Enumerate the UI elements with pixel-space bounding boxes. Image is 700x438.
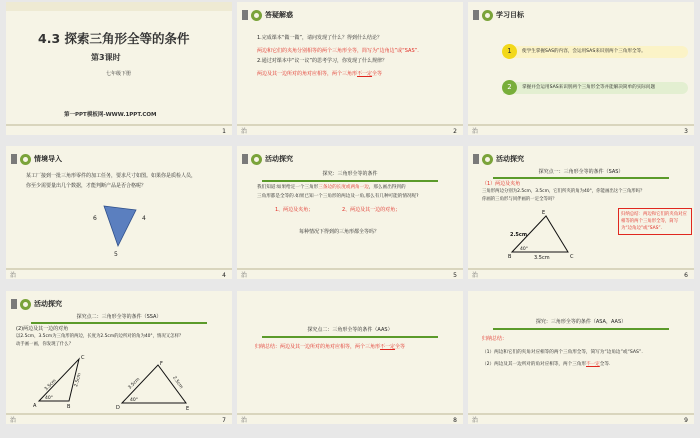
case-heading: (2)两边及其一边的对角: [16, 326, 69, 332]
vertex-d: D: [116, 405, 120, 411]
slide-9[interactable]: [468, 291, 694, 424]
summary-emphasis: 不一定: [586, 362, 600, 367]
heading-badge-icon: [482, 154, 493, 165]
green-divider: [493, 177, 669, 179]
vertex-e: E: [186, 406, 190, 411]
logo-mark: 治: [241, 417, 248, 424]
heading-badge-icon: [251, 10, 262, 21]
task-line-1: 以2.5cm，3.5cm为三角形的两边，长度为2.5cm的边所对的角为40°，情况又怎样？: [16, 334, 184, 339]
slide-number: 9: [684, 417, 688, 424]
question-2: 2.通过对课本中“议一议”的思考学习，你发现了什么规律？: [257, 58, 387, 64]
case-1: 1、两边及夹角；: [275, 207, 314, 213]
bottom-stripe: [237, 268, 463, 270]
slide-heading: 学习目标: [473, 7, 524, 23]
slide-2[interactable]: [237, 2, 463, 135]
blue-triangle: [104, 206, 136, 246]
bottom-stripe: [6, 413, 232, 415]
slide-3[interactable]: [468, 2, 694, 135]
side-label-4: 4: [142, 215, 146, 222]
section-title: 探究点二：三角形全等的条件（SSA）: [76, 314, 162, 320]
slide-number: 6: [684, 272, 688, 279]
angle-40: 40°: [520, 247, 528, 252]
triangle-figure: [76, 198, 176, 258]
heading-badge-icon: [20, 299, 31, 310]
slide-number: 2: [453, 128, 457, 135]
green-divider: [493, 328, 669, 330]
section-title: 探究：三角形全等的条件: [322, 171, 378, 177]
logo-mark: 治: [10, 272, 17, 279]
side-2-5cm: 2.5cm: [510, 232, 528, 238]
slide-7[interactable]: [6, 291, 232, 424]
slide-number: 7: [222, 417, 226, 424]
bottom-stripe: [468, 268, 694, 270]
case-2: 2、两边及其一边的对角；: [342, 207, 401, 213]
vertex-c: C: [81, 355, 85, 361]
vertex-c: C: [570, 254, 574, 260]
section-title: 探究：三角形全等的条件（ASA，AAS）: [535, 319, 627, 325]
logo-mark: 治: [472, 417, 479, 424]
logo-mark: 治: [241, 128, 248, 135]
goal-1-badge: 1: [502, 44, 517, 59]
grade-label: 七年级下册: [106, 71, 132, 77]
bottom-stripe: [468, 413, 694, 415]
question-line: 每种情况下得到的三角形都全等吗？: [299, 229, 380, 235]
bottom-stripe: [237, 413, 463, 415]
vertex-b: B: [508, 254, 512, 260]
side-3-5cm: 3.5cm: [534, 255, 550, 261]
ssa-triangle-1: [31, 353, 101, 409]
slide-heading: 情境导入: [11, 151, 62, 167]
section-title: 探究点一：三角形全等的条件（SAS）: [538, 169, 624, 175]
vertex-e: E: [542, 210, 546, 216]
slide-1[interactable]: [6, 2, 232, 135]
heading-tag-icon: [11, 299, 17, 309]
goal-2-text: 掌握并会运用SAS来识别两个三角形全等并能解决简单的实际问题: [522, 85, 656, 90]
angle-40: 40°: [130, 398, 138, 403]
bottom-stripe: [6, 268, 232, 270]
summary-heading: 归纳总结：: [482, 336, 508, 342]
bottom-stripe: [237, 124, 463, 126]
vertex-f: F: [160, 361, 163, 367]
slide-heading: 答疑解惑: [242, 7, 293, 23]
slide-8[interactable]: [237, 291, 463, 424]
footer-text: 第一PPT模板网-WWW.1PPT.COM: [64, 112, 157, 118]
question-1: 1.完成课本“做一做”，请问发现了什么？得到什么结论？: [257, 35, 382, 41]
answer-2: 两边及其一边所对的角对应相等，两个三角形不一定全等: [257, 71, 383, 77]
logo-mark: 治: [10, 417, 17, 424]
triangle-abc: [39, 359, 79, 401]
slide-title: 4.3 探索三角形全等的条件: [38, 31, 190, 46]
green-divider: [262, 336, 438, 338]
logo-mark: 治: [472, 128, 479, 135]
scenario-line-1: 某工厂接到一批三角形零件的加工任务，要求尺寸如图。如果你是质检人员，: [26, 173, 197, 179]
heading-badge-icon: [20, 154, 31, 165]
vertex-b: B: [67, 404, 71, 409]
green-divider: [31, 322, 207, 324]
case-heading: （1）两边及夹角: [482, 181, 521, 187]
summary-item-1: （1）两边和它们的夹角对应相等的两个三角形全等，简写为“边角边”或“SAS”.: [482, 350, 643, 355]
slide-number: 1: [222, 128, 226, 135]
slide-6[interactable]: [468, 146, 694, 279]
scenario-line-2: 你至少需要量出几个数据，才能判断产品是否合格呢？: [26, 183, 147, 189]
intro-line-2: 三角形都是全等的.如果已知一个三角形的两边及一角,那么有几种可能的情况呢?: [257, 194, 419, 199]
slide-heading: 活动探究: [11, 296, 62, 312]
side-label-5: 5: [114, 251, 118, 258]
slide-number: 4: [222, 272, 226, 279]
slide-number: 5: [453, 272, 457, 279]
answer-1: 两边和它们的夹角分别相等的两个三角形全等，简写为“边角边”或“SAS”.: [257, 48, 419, 54]
side-2-5cm: 2.5cm: [171, 375, 184, 390]
heading-tag-icon: [242, 10, 248, 20]
task-line-2: 你画的三角形与同伴画的一定全等吗？: [482, 197, 557, 202]
vertex-a: A: [33, 403, 37, 409]
logo-mark: 治: [472, 272, 479, 279]
section-title: 探究点二：三角形全等的条件（AAS）: [307, 327, 393, 333]
side-3-5cm: 3.5cm: [44, 378, 58, 393]
slide-4[interactable]: [6, 146, 232, 279]
summary-item-2: （2）两边及其一边所对的角对应相等，两个三角形不一定全等.: [482, 362, 611, 367]
summary-emphasis: 不一定: [380, 344, 396, 350]
side-3-5cm: 3.5cm: [127, 377, 142, 391]
angle-40: 40°: [45, 396, 53, 401]
answer-2-emphasis: 不一定: [357, 71, 373, 77]
heading-badge-icon: [251, 154, 262, 165]
slide-heading: 活动探究: [473, 151, 524, 167]
summary-box: 归纳总结：两边和它们的夹角对应相等的两个三角形全等，简写为“边角边”或“SAS”.: [618, 208, 692, 235]
heading-badge-icon: [482, 10, 493, 21]
slide-5[interactable]: [237, 146, 463, 279]
slide-number: 3: [684, 128, 688, 135]
heading-tag-icon: [473, 154, 479, 164]
bottom-stripe: [6, 124, 232, 126]
goal-1-text: 使学生掌握SAS的内容，会运用SAS来识别两个三角形全等。: [522, 49, 646, 54]
summary-line: 归纳总结：两边及其一边所对的角对应相等，两个三角形不一定全等: [255, 344, 406, 350]
task-line-2: 动手画一画，你发现了什么？: [16, 342, 74, 347]
green-divider: [262, 180, 438, 182]
top-band: [6, 2, 232, 11]
bottom-stripe: [468, 124, 694, 126]
heading-tag-icon: [473, 10, 479, 20]
side-2-5cm: 2.5cm: [74, 372, 83, 388]
intro-line-1: 我们知道:如果给定一个三角形三条边的长度或两角一边，那么画出得到的: [257, 185, 406, 190]
heading-tag-icon: [242, 154, 248, 164]
slide-heading: 活动探究: [242, 151, 293, 167]
intro-emphasis: 三条边的长度或两角一边: [318, 185, 369, 190]
task-line-1: 三角形两边分别为2.5cm，3.5cm，它们所夹的角为40°，你能画出这个三角形吗？: [482, 189, 645, 194]
logo-mark: 治: [241, 272, 248, 279]
ssa-triangle-2: [116, 359, 196, 411]
slide-number: 8: [453, 417, 457, 424]
goal-2-badge: 2: [502, 80, 517, 95]
sas-triangle-figure: [508, 206, 598, 261]
side-label-6: 6: [93, 215, 97, 222]
slide-subtitle: 第3课时: [91, 53, 121, 62]
heading-tag-icon: [11, 154, 17, 164]
